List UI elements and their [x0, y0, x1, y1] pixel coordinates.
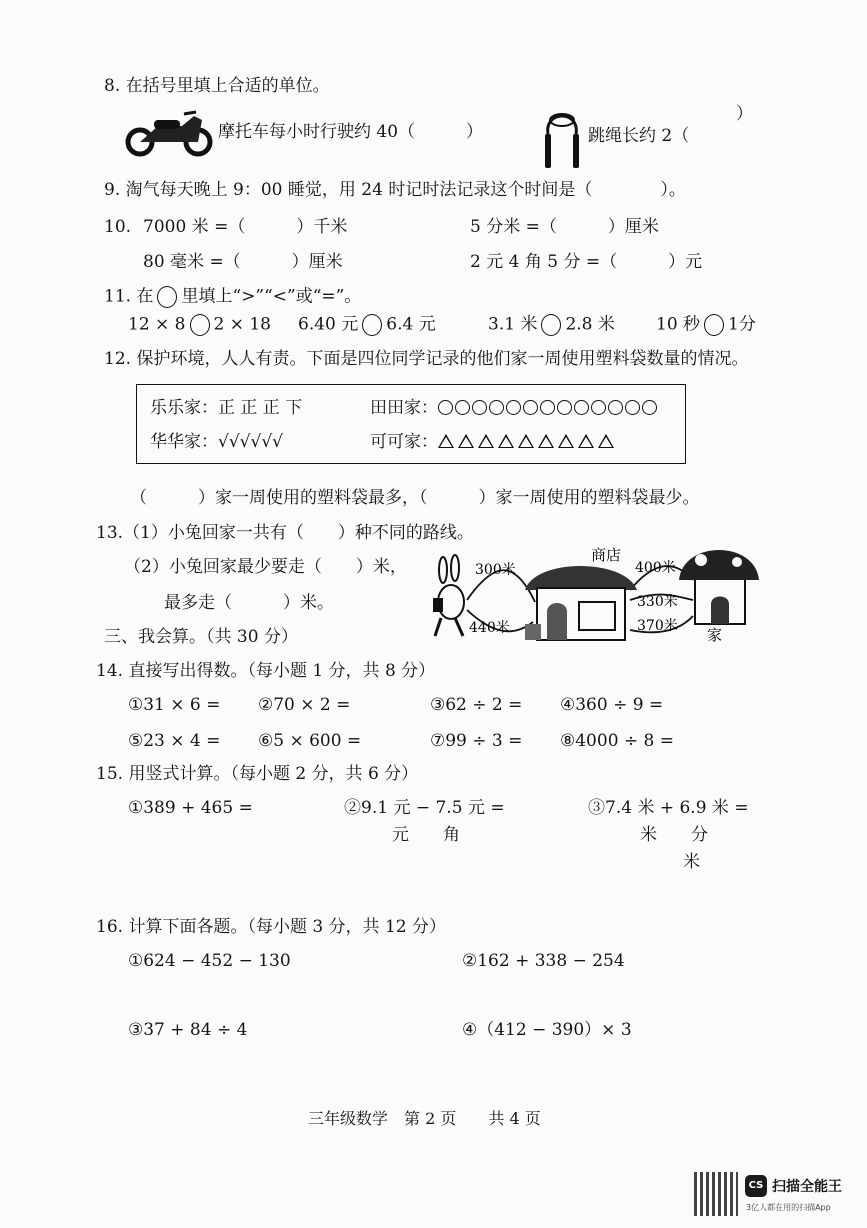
- tally-triangle-icon: [578, 434, 594, 448]
- q16-item-c: ③37 + 84 ÷ 4: [128, 1020, 248, 1040]
- q14-item-2: ②70 × 2 =: [258, 695, 351, 715]
- q8-item-b: 跳绳长约 2（: [588, 126, 690, 146]
- tally-triangle-icon: [558, 434, 574, 448]
- q15-item-c-unit2: 米: [683, 852, 700, 872]
- q14-item-5: ⑤23 × 4 =: [128, 731, 221, 751]
- tally-triangle-icon: [598, 434, 614, 448]
- q13-part2-max: 最多走（ ）米。: [164, 593, 334, 613]
- q15-item-b-units: 元 角: [392, 825, 460, 845]
- tally-triangle-icon: [538, 434, 554, 448]
- q14-item-7: ⑦99 ÷ 3 =: [430, 731, 523, 751]
- tally-circle-icon: [523, 400, 538, 415]
- q11-item-1: 12 × 8 2 × 18: [128, 314, 271, 335]
- compare-circle[interactable]: [362, 314, 382, 336]
- tally-circle-icon: [540, 400, 555, 415]
- tally-triangle-icon: [498, 434, 514, 448]
- tally-circle-icon: [438, 400, 453, 415]
- q14-title: 14. 直接写出得数。（每小题 1 分，共 8 分）: [96, 661, 436, 681]
- tally-circle-icon: [557, 400, 572, 415]
- page-footer: 三年级数学 第 2 页 共 4 页: [308, 1109, 541, 1128]
- q15-item-a: ①389 + 465 =: [128, 798, 253, 818]
- motorcycle-icon: [124, 110, 214, 158]
- keke-triangles: [438, 432, 618, 452]
- route-map: [425, 540, 765, 650]
- mushroom-house-icon: [679, 550, 759, 624]
- compare-circle[interactable]: [704, 314, 724, 336]
- jump-rope-icon: [540, 104, 584, 172]
- q10-item-b: 5 分米 =（ ）厘米: [470, 217, 659, 237]
- q12-title: 12. 保护环境，人人有责。下面是四位同学记录的他们家一周使用塑料袋数量的情况。: [104, 349, 749, 369]
- tally-circle-icon: [472, 400, 487, 415]
- map-distance-370: 370米: [637, 618, 678, 634]
- q13-part2: （2）小兔回家最少要走（ ）米，: [124, 557, 407, 577]
- rabbit-icon: [433, 555, 464, 636]
- q16-item-a: ①624 − 452 − 130: [128, 951, 291, 971]
- q14-item-8: ⑧4000 ÷ 8 =: [560, 731, 675, 751]
- q11-title: 11. 在 里填上“>”“<”或“=”。: [104, 286, 362, 307]
- map-distance-400: 400米: [635, 560, 676, 576]
- tally-circle-icon: [574, 400, 589, 415]
- q10-item-d: 2 元 4 角 5 分 =（ ）元: [470, 252, 703, 272]
- q11-item-4: 10 秒 1分: [656, 314, 756, 335]
- q14-item-1: ①31 × 6 =: [128, 695, 221, 715]
- map-distance-330: 330米: [637, 594, 678, 610]
- q8-item-a: 摩托车每小时行驶约 40（ ）: [218, 122, 484, 142]
- q15-item-c-units: 米 分: [640, 825, 708, 845]
- tally-circle-icon: [625, 400, 640, 415]
- tally-triangle-icon: [478, 434, 494, 448]
- q10-item-a: 7000 米 =（ ）千米: [143, 217, 348, 237]
- tally-triangle-icon: [458, 434, 474, 448]
- q12-tiantian: 田田家：: [370, 398, 659, 418]
- q13-part1: 13.（1）小兔回家一共有（ ）种不同的路线。: [96, 523, 474, 543]
- map-label-home: 家: [707, 626, 723, 644]
- tally-circle-icon: [608, 400, 623, 415]
- map-distance-300: 300米: [475, 562, 516, 578]
- map-label-shop: 商店: [591, 546, 622, 564]
- q16-title: 16. 计算下面各题。（每小题 3 分，共 12 分）: [96, 917, 447, 937]
- q12-huahua: 华华家：√√√√√√: [150, 432, 283, 452]
- q14-item-4: ④360 ÷ 9 =: [560, 695, 664, 715]
- section-3-title: 三、我会算。（共 30 分）: [104, 627, 298, 647]
- q15-title: 15. 用竖式计算。（每小题 2 分，共 6 分）: [96, 764, 419, 784]
- q15-item-b: ②9.1 元 − 7.5 元 =: [344, 798, 505, 818]
- q11-item-3: 3.1 米 2.8 米: [488, 314, 615, 335]
- q16-item-b: ②162 + 338 − 254: [462, 951, 625, 971]
- q12-lele: 乐乐家：正 正 正 下: [150, 398, 303, 418]
- tally-circle-icon: [591, 400, 606, 415]
- tally-circle-icon: [455, 400, 470, 415]
- tiantian-circles: [438, 398, 659, 418]
- watermark-subtitle: 3亿人都在用的扫描App: [746, 1203, 831, 1212]
- q9-text: 9. 淘气每天晚上 9：00 睡觉，用 24 时记时法记录这个时间是（ ）。: [104, 180, 686, 200]
- tally-circle-icon: [642, 400, 657, 415]
- qr-code-icon: [694, 1172, 738, 1216]
- q14-item-6: ⑥5 × 600 =: [258, 731, 362, 751]
- q10-item-c: 80 毫米 =（ ）厘米: [143, 252, 343, 272]
- camscanner-logo: CS: [745, 1175, 767, 1197]
- tally-circle-icon: [506, 400, 521, 415]
- map-distance-440: 440米: [469, 620, 510, 636]
- q8-title: 8. 在括号里填上合适的单位。: [104, 76, 330, 96]
- compare-circle[interactable]: [541, 314, 561, 336]
- q8-item-b-close: ）: [736, 104, 753, 124]
- q10-number: 10.: [104, 217, 132, 237]
- q14-item-3: ③62 ÷ 2 =: [430, 695, 523, 715]
- q12-keke: 可可家：: [370, 432, 618, 452]
- tally-triangle-icon: [438, 434, 454, 448]
- q12-answer: （ ）家一周使用的塑料袋最多，（ ）家一周使用的塑料袋最少。: [130, 488, 700, 508]
- shop-icon: [525, 566, 637, 640]
- q12-record-box: [136, 384, 686, 464]
- q15-item-c: ③7.4 米 + 6.9 米 =: [588, 798, 749, 818]
- q11-item-2: 6.40 元 6.4 元: [298, 314, 436, 335]
- tally-triangle-icon: [518, 434, 534, 448]
- watermark-brand: 扫描全能王: [772, 1179, 842, 1195]
- q16-item-d: ④（412 − 390）× 3: [462, 1020, 632, 1040]
- tally-circle-icon: [489, 400, 504, 415]
- compare-circle[interactable]: [190, 314, 210, 336]
- compare-circle: [157, 286, 177, 308]
